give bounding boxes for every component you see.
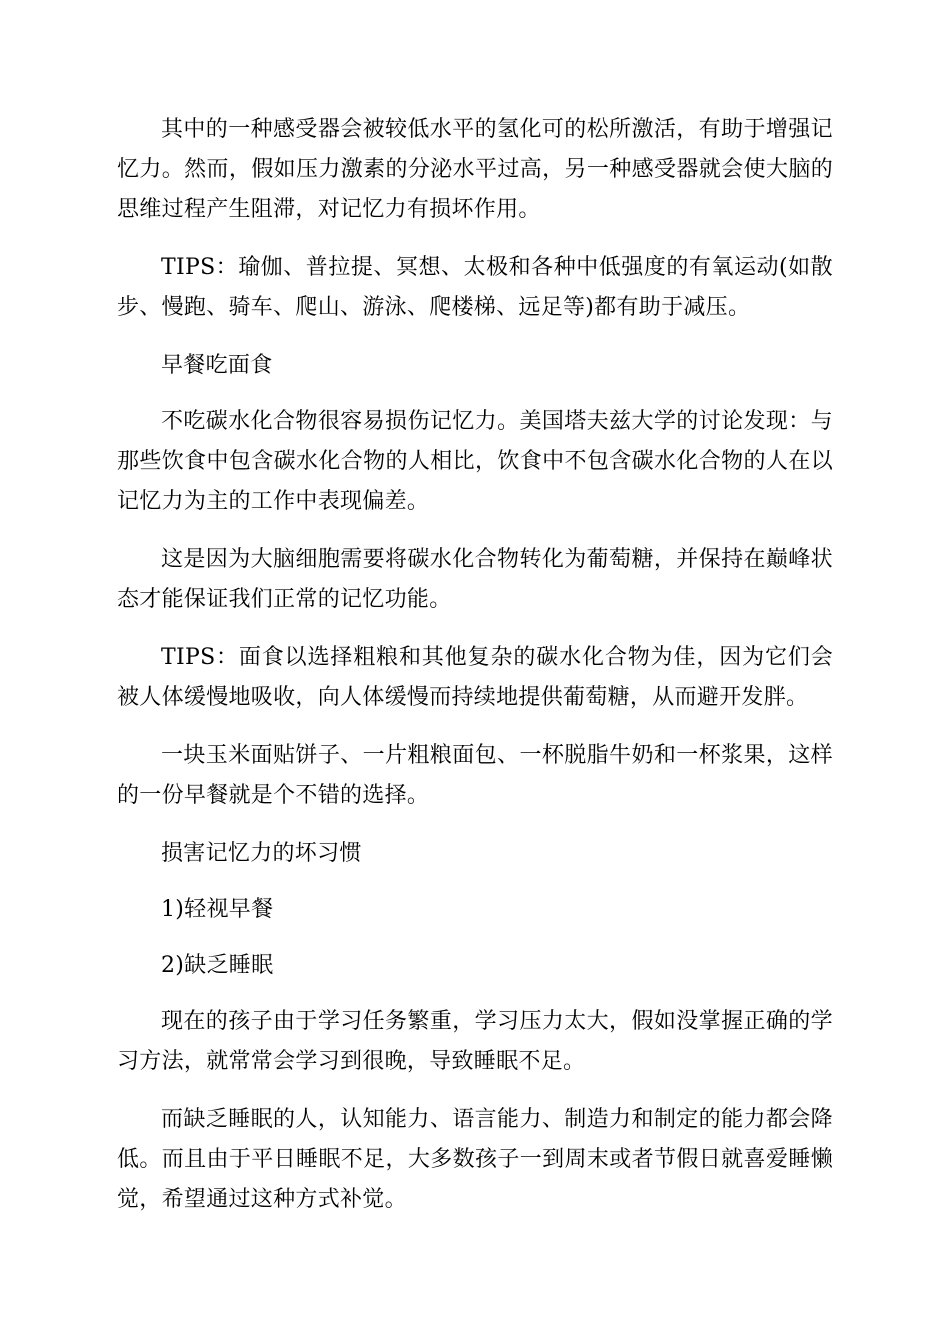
paragraph-tips-exercise: TIPS：瑜伽、普拉提、冥想、太极和各种中低强度的有氧运动(如散步、慢跑、骑车、爬山、游泳、爬楼梯、远足等)都有助于减压。	[117, 255, 833, 320]
paragraph-tips-wholegrain: TIPS：面食以选择粗粮和其他复杂的碳水化合物为佳，因为它们会被人体缓慢地吸收，向人体缓慢而持续地提供葡萄糖，从而避开发胖。	[117, 645, 833, 710]
paragraph-sleep-deprivation: 而缺乏睡眠的人，认知能力、语言能力、制造力和制定的能力都会降低。而且由于平日睡眠不足，大多数孩子一到周末或者节假日就喜爱睡懒觉，希望通过这种方式补觉。	[117, 1107, 833, 1212]
paragraph-stress-receptors: 其中的一种感受器会被较低水平的氢化可的松所激活，有助于增强记忆力。然而，假如压力激素的分泌水平过高，另一种感受器就会使大脑的思维过程产生阻滞，对记忆力有损坏作用。	[117, 117, 833, 222]
list-item-skip-breakfast: 1)轻视早餐	[161, 897, 274, 922]
paragraph-glucose: 这是因为大脑细胞需要将碳水化合物转化为葡萄糖，并保持在巅峰状态才能保证我们正常的记忆功能。	[117, 547, 833, 612]
heading-bad-habits: 损害记忆力的坏习惯	[161, 841, 362, 866]
paragraph-carbohydrates: 不吃碳水化合物很容易损伤记忆力。美国塔夫兹大学的讨论发现：与那些饮食中包含碳水化合物的人相比，饮食中不包含碳水化合物的人在以记忆力为主的工作中表现偏差。	[117, 409, 833, 514]
heading-breakfast-noodles: 早餐吃面食	[161, 353, 273, 378]
document-body	[117, 110, 833, 1238]
paragraph-breakfast-choice: 一块玉米面贴饼子、一片粗粮面包、一杯脱脂牛奶和一杯浆果，这样的一份早餐就是个不错的选择。	[117, 743, 833, 808]
list-item-lack-sleep: 2)缺乏睡眠	[161, 953, 274, 978]
paragraph-children-study: 现在的孩子由于学习任务繁重，学习压力太大，假如没掌握正确的学习方法，就常常会学习到很晚，导致睡眠不足。	[117, 1009, 833, 1074]
